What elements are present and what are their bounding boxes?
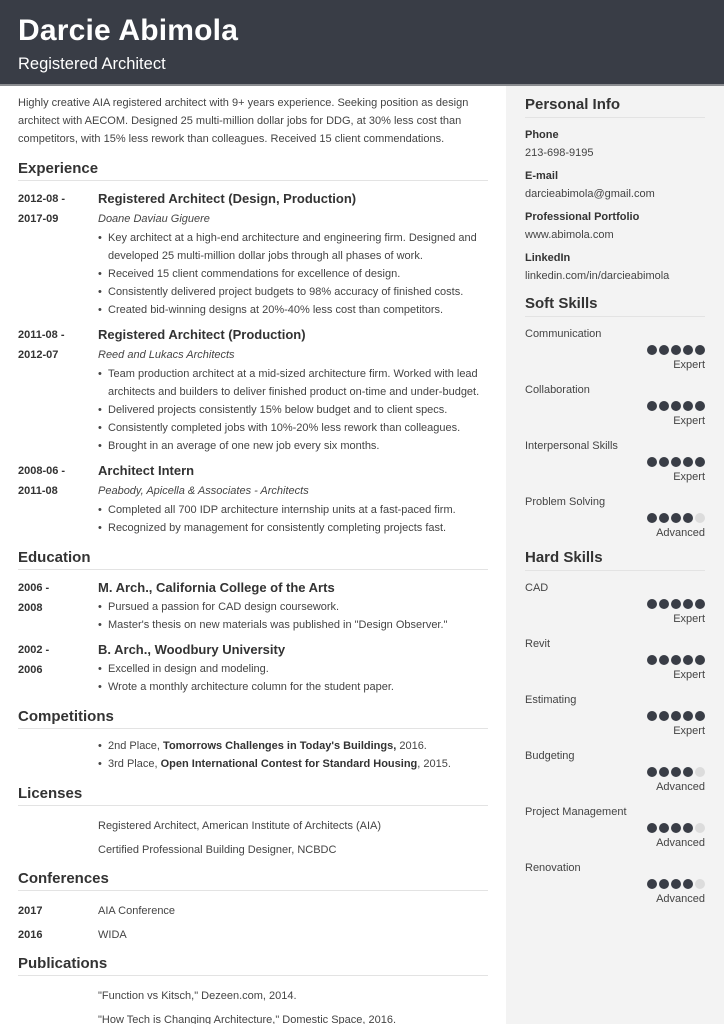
list-item — [98, 737, 488, 755]
publications-heading: Publications — [18, 955, 488, 976]
conferences-section — [18, 870, 488, 947]
skill-name: Project Management — [525, 806, 627, 818]
filled-dot-icon — [647, 401, 657, 411]
resume-header — [0, 0, 724, 86]
date-end: 2017-09 — [18, 213, 59, 225]
filled-dot-icon — [671, 401, 681, 411]
personal-info-section — [525, 96, 705, 285]
entry-date-empty — [18, 984, 98, 1008]
filled-dot-icon — [695, 599, 705, 609]
empty-dot-icon — [695, 823, 705, 833]
skill-name: Revit — [525, 638, 551, 650]
date-end: 2008 — [18, 602, 43, 614]
list-item: • Recognized by management for consistently completing projects fast. — [98, 519, 488, 537]
skill-item — [525, 691, 705, 739]
license-row — [18, 838, 488, 862]
filled-dot-icon — [647, 513, 657, 523]
date-start: 2006 - — [18, 582, 50, 594]
filled-dot-icon — [671, 879, 681, 889]
education-entry — [18, 578, 488, 634]
filled-dot-icon — [659, 599, 669, 609]
skill-rating-dots — [525, 823, 705, 833]
date-start: 2002 - — [18, 644, 50, 656]
filled-dot-icon — [659, 457, 669, 467]
skill-item — [525, 493, 705, 541]
job-role: Architect Intern — [98, 463, 195, 478]
publication-title: "How Tech is Changing Architecture," Domestic Space, 2016. — [98, 1014, 397, 1024]
responsibility-list — [98, 365, 488, 455]
hard-skills-list — [525, 579, 705, 907]
entry-date-empty — [18, 1008, 98, 1024]
filled-dot-icon — [671, 599, 681, 609]
filled-dot-icon — [683, 599, 693, 609]
competition-year: 2016. — [396, 740, 427, 752]
empty-dot-icon — [695, 513, 705, 523]
list-item: • Team production architect at a mid-sized architecture firm. Worked with lead architects and builders to deliver finished product on-time and under-budget. — [98, 365, 488, 401]
filled-dot-icon — [647, 767, 657, 777]
responsibility-list — [98, 501, 488, 537]
skill-level: Expert — [673, 613, 705, 625]
skill-item — [525, 859, 705, 907]
entry-date — [18, 461, 98, 537]
hard-skills-section — [525, 549, 705, 907]
skill-level: Expert — [673, 415, 705, 427]
responsibility-list — [98, 229, 488, 319]
skill-level: Expert — [673, 725, 705, 737]
entry-date — [18, 189, 98, 319]
list-item: • Created bid-winning designs at 20%-40% less cost than competitors. — [98, 301, 488, 319]
date-start: 2008-06 - — [18, 465, 66, 477]
sidebar — [506, 86, 724, 1024]
list-item: • Key architect at a high-end architecture and engineering firm. Designed and developed 25 multi-million dollar jobs through all phases of work. — [98, 229, 488, 265]
skill-item — [525, 635, 705, 683]
entry-date — [18, 640, 98, 696]
conferences-heading: Conferences — [18, 870, 488, 891]
filled-dot-icon — [659, 655, 669, 665]
license-name: Registered Architect, American Institute of Architects (AIA) — [98, 820, 382, 832]
filled-dot-icon — [671, 513, 681, 523]
experience-entry — [18, 461, 488, 537]
filled-dot-icon — [659, 823, 669, 833]
skill-level: Advanced — [656, 527, 705, 539]
list-item — [98, 755, 488, 773]
skill-rating-dots — [525, 879, 705, 889]
license-name: Certified Professional Building Designer, NCBDC — [98, 844, 337, 856]
list-item: • Delivered projects consistently 15% below budget and to client specs. — [98, 401, 488, 419]
filled-dot-icon — [695, 457, 705, 467]
filled-dot-icon — [659, 879, 669, 889]
skill-level: Advanced — [656, 781, 705, 793]
skill-name: CAD — [525, 582, 549, 594]
empty-dot-icon — [695, 767, 705, 777]
licenses-section — [18, 785, 488, 862]
filled-dot-icon — [671, 711, 681, 721]
filled-dot-icon — [647, 345, 657, 355]
skill-rating-dots — [525, 767, 705, 777]
filled-dot-icon — [695, 401, 705, 411]
publication-title: "Function vs Kitsch," Dezeen.com, 2014. — [98, 990, 297, 1002]
list-item: • Brought in an average of one new job every six months. — [98, 437, 488, 455]
filled-dot-icon — [659, 513, 669, 523]
filled-dot-icon — [683, 513, 693, 523]
experience-heading: Experience — [18, 160, 488, 181]
filled-dot-icon — [647, 823, 657, 833]
filled-dot-icon — [671, 457, 681, 467]
skill-level: Expert — [673, 471, 705, 483]
filled-dot-icon — [695, 655, 705, 665]
email-value: darcieabimola@gmail.com — [525, 188, 655, 200]
main-column — [18, 86, 488, 1024]
competitions-entry — [18, 737, 488, 773]
placement: 2nd Place, — [108, 740, 164, 752]
publication-row — [18, 984, 488, 1008]
skill-item — [525, 579, 705, 627]
filled-dot-icon — [683, 823, 693, 833]
job-role: Registered Architect (Production) — [98, 327, 306, 342]
filled-dot-icon — [647, 457, 657, 467]
entry-date-empty — [18, 814, 98, 838]
education-section — [18, 549, 488, 696]
skill-name: Estimating — [525, 694, 577, 706]
skill-rating-dots — [525, 457, 705, 467]
degree-name: M. Arch., California College of the Arts — [98, 580, 335, 595]
company-name: Reed and Lukacs Architects — [98, 349, 235, 361]
publication-row — [18, 1008, 488, 1024]
filled-dot-icon — [671, 655, 681, 665]
company-name: Doane Daviau Giguere — [98, 213, 210, 225]
filled-dot-icon — [659, 345, 669, 355]
filled-dot-icon — [671, 767, 681, 777]
linkedin-label: LinkedIn — [525, 252, 571, 264]
skill-name: Interpersonal Skills — [525, 440, 618, 452]
candidate-name: Darcie Abimola — [18, 14, 239, 47]
placement: 3rd Place, — [108, 758, 161, 770]
filled-dot-icon — [647, 711, 657, 721]
skill-item — [525, 803, 705, 851]
list-item: • Completed all 700 IDP architecture internship units at a fast-paced firm. — [98, 501, 488, 519]
entry-date-empty — [18, 838, 98, 862]
competition-name: Open International Contest for Standard Housing — [160, 758, 418, 770]
filled-dot-icon — [659, 767, 669, 777]
list-item: • Consistently completed jobs with 10%-20% less rework than colleagues. — [98, 419, 488, 437]
portfolio-value: www.abimola.com — [525, 229, 614, 241]
competition-year: , 2015. — [417, 758, 451, 770]
conference-name: WIDA — [98, 929, 127, 941]
portfolio-label: Professional Portfolio — [525, 211, 640, 223]
skill-rating-dots — [525, 599, 705, 609]
candidate-title: Registered Architect — [18, 55, 166, 73]
job-role: Registered Architect (Design, Production) — [98, 191, 357, 206]
filled-dot-icon — [647, 599, 657, 609]
skill-rating-dots — [525, 513, 705, 523]
education-details — [98, 598, 488, 634]
empty-dot-icon — [695, 879, 705, 889]
skill-item — [525, 381, 705, 429]
filled-dot-icon — [659, 401, 669, 411]
licenses-heading: Licenses — [18, 785, 488, 806]
filled-dot-icon — [683, 655, 693, 665]
conference-row — [18, 899, 488, 923]
filled-dot-icon — [683, 711, 693, 721]
filled-dot-icon — [695, 345, 705, 355]
skill-item — [525, 437, 705, 485]
list-item: • Excelled in design and modeling. — [98, 660, 488, 678]
skill-item — [525, 325, 705, 373]
skill-rating-dots — [525, 401, 705, 411]
filled-dot-icon — [683, 401, 693, 411]
skill-level: Expert — [673, 669, 705, 681]
experience-entry — [18, 189, 488, 319]
filled-dot-icon — [647, 655, 657, 665]
education-details — [98, 660, 488, 696]
filled-dot-icon — [695, 711, 705, 721]
filled-dot-icon — [647, 879, 657, 889]
list-item: • Received 15 client commendations for excellence of design. — [98, 265, 488, 283]
license-row — [18, 814, 488, 838]
date-end: 2011-08 — [18, 485, 58, 497]
date-end: 2006 — [18, 664, 43, 676]
list-item: • Wrote a monthly architecture column for the student paper. — [98, 678, 488, 696]
soft-skills-heading: Soft Skills — [525, 295, 705, 317]
date-start: 2011-08 - — [18, 329, 65, 341]
skill-name: Problem Solving — [525, 496, 606, 508]
phone-value: 213-698-9195 — [525, 147, 594, 159]
skill-level: Expert — [673, 359, 705, 371]
skill-rating-dots — [525, 345, 705, 355]
soft-skills-section — [525, 295, 705, 541]
skill-name: Collaboration — [525, 384, 590, 396]
phone-label: Phone — [525, 129, 559, 141]
filled-dot-icon — [671, 345, 681, 355]
skill-item — [525, 747, 705, 795]
entry-date-empty — [18, 737, 98, 773]
skill-rating-dots — [525, 711, 705, 721]
date-end: 2012-07 — [18, 349, 59, 361]
skill-name: Communication — [525, 328, 602, 340]
competitions-list — [98, 737, 488, 773]
skill-level: Advanced — [656, 893, 705, 905]
list-item: • Pursued a passion for CAD design coursework. — [98, 598, 488, 616]
skill-level: Advanced — [656, 837, 705, 849]
experience-section — [18, 160, 488, 537]
conference-row — [18, 923, 488, 947]
competition-name: Tomorrows Challenges in Today's Buildings, — [163, 740, 397, 752]
filled-dot-icon — [683, 767, 693, 777]
linkedin-value: linkedin.com/in/darcieabimola — [525, 270, 670, 282]
publications-section — [18, 955, 488, 1024]
filled-dot-icon — [683, 345, 693, 355]
filled-dot-icon — [683, 879, 693, 889]
date-start: 2012-08 - — [18, 193, 66, 205]
conference-year: 2016 — [18, 929, 43, 941]
email-label: E-mail — [525, 170, 559, 182]
degree-name: B. Arch., Woodbury University — [98, 642, 286, 657]
skill-name: Renovation — [525, 862, 581, 874]
competitions-section — [18, 708, 488, 773]
profile-summary: Highly creative AIA registered architect with 9+ years experience. Seeking position as design architect with AECOM. Designed 25 multi-million dollar jobs for DDG, at 30% less cost than competitors, with 15% less rework than colleagues. Received 15 client commendations. — [18, 97, 469, 145]
soft-skills-list — [525, 325, 705, 541]
filled-dot-icon — [683, 457, 693, 467]
entry-date — [18, 578, 98, 634]
education-entry — [18, 640, 488, 696]
experience-entry — [18, 325, 488, 455]
competitions-heading: Competitions — [18, 708, 488, 729]
hard-skills-heading: Hard Skills — [525, 549, 705, 571]
entry-date — [18, 325, 98, 455]
skill-name: Budgeting — [525, 750, 575, 762]
personal-info-heading: Personal Info — [525, 96, 705, 118]
conference-name: AIA Conference — [98, 905, 176, 917]
skill-rating-dots — [525, 655, 705, 665]
list-item: • Consistently delivered project budgets to 98% accuracy of finished costs. — [98, 283, 488, 301]
filled-dot-icon — [671, 823, 681, 833]
filled-dot-icon — [659, 711, 669, 721]
conference-year: 2017 — [18, 905, 43, 917]
company-name: Peabody, Apicella & Associates - Architects — [98, 485, 309, 497]
education-heading: Education — [18, 549, 488, 570]
list-item: • Master's thesis on new materials was published in "Design Observer." — [98, 616, 488, 634]
